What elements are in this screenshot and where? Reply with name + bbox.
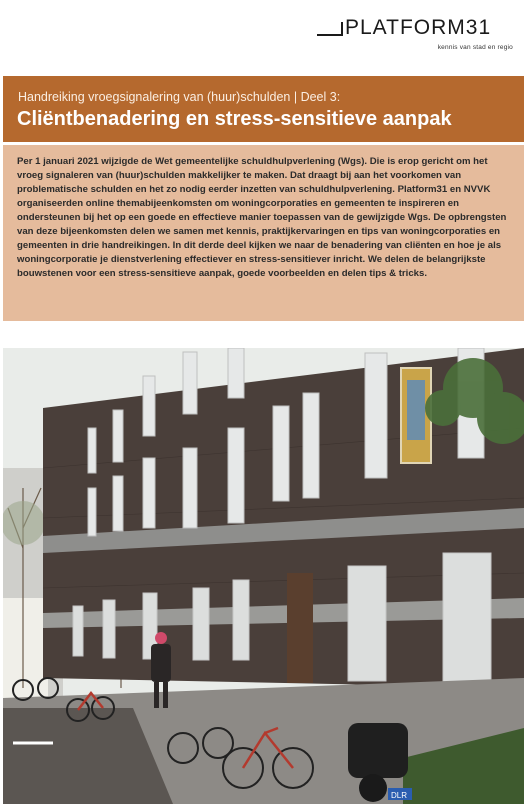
- logo-hook-mark: [341, 22, 343, 36]
- series-subtitle: Handreiking vroegsignalering van (huur)schulden | Deel 3:: [18, 90, 341, 104]
- platform31-logo: [317, 14, 517, 54]
- logo-tagline: kennis van stad en regio: [437, 44, 513, 51]
- logo-wordmark: PLATFORM31: [345, 16, 492, 39]
- intro-paragraph: Per 1 januari 2021 wijzigde de Wet gemeentelijke schuldhulpverlening (Wgs). Die is erop gericht om het vroeg signaleren van (huur)schulden makkelijker te maken. Dat draagt bij aan het voorkomen van problematische schulden en het zo nodig eerder inzetten van schuldhulpverlening. Platform31 en NVVK organiseerden online themabijeenkomsten om woningcorporaties en gemeenten te inspireren en ondersteunen bij het op een goede en effectieve manier toepassen van de gewijzigde Wgs. De opbrengsten van deze bijeenkomsten delen we samen met kennis, praktijkervaringen en tips van woningcorporaties en gemeenten in drie handreikingen. In dit derde deel kijken we naar de benadering van cliënten en hoe je als woningcorporatie je dienstverlening effectiever en stress-sensitiever inricht. We delen de belangrijkste bouwstenen voor een stress-sensitieve aanpak, goede voorbeelden en delen tips & tricks.: [17, 156, 507, 279]
- street-photo: [3, 348, 524, 804]
- title-banner: [3, 76, 524, 142]
- intro-box: [3, 145, 524, 321]
- scooter-plate: DLR: [391, 791, 408, 800]
- street-photo-illustration: [3, 348, 524, 804]
- page-title: Cliëntbenadering en stress-sensitieve aanpak: [17, 108, 452, 130]
- logo-underline-mark: [317, 34, 343, 36]
